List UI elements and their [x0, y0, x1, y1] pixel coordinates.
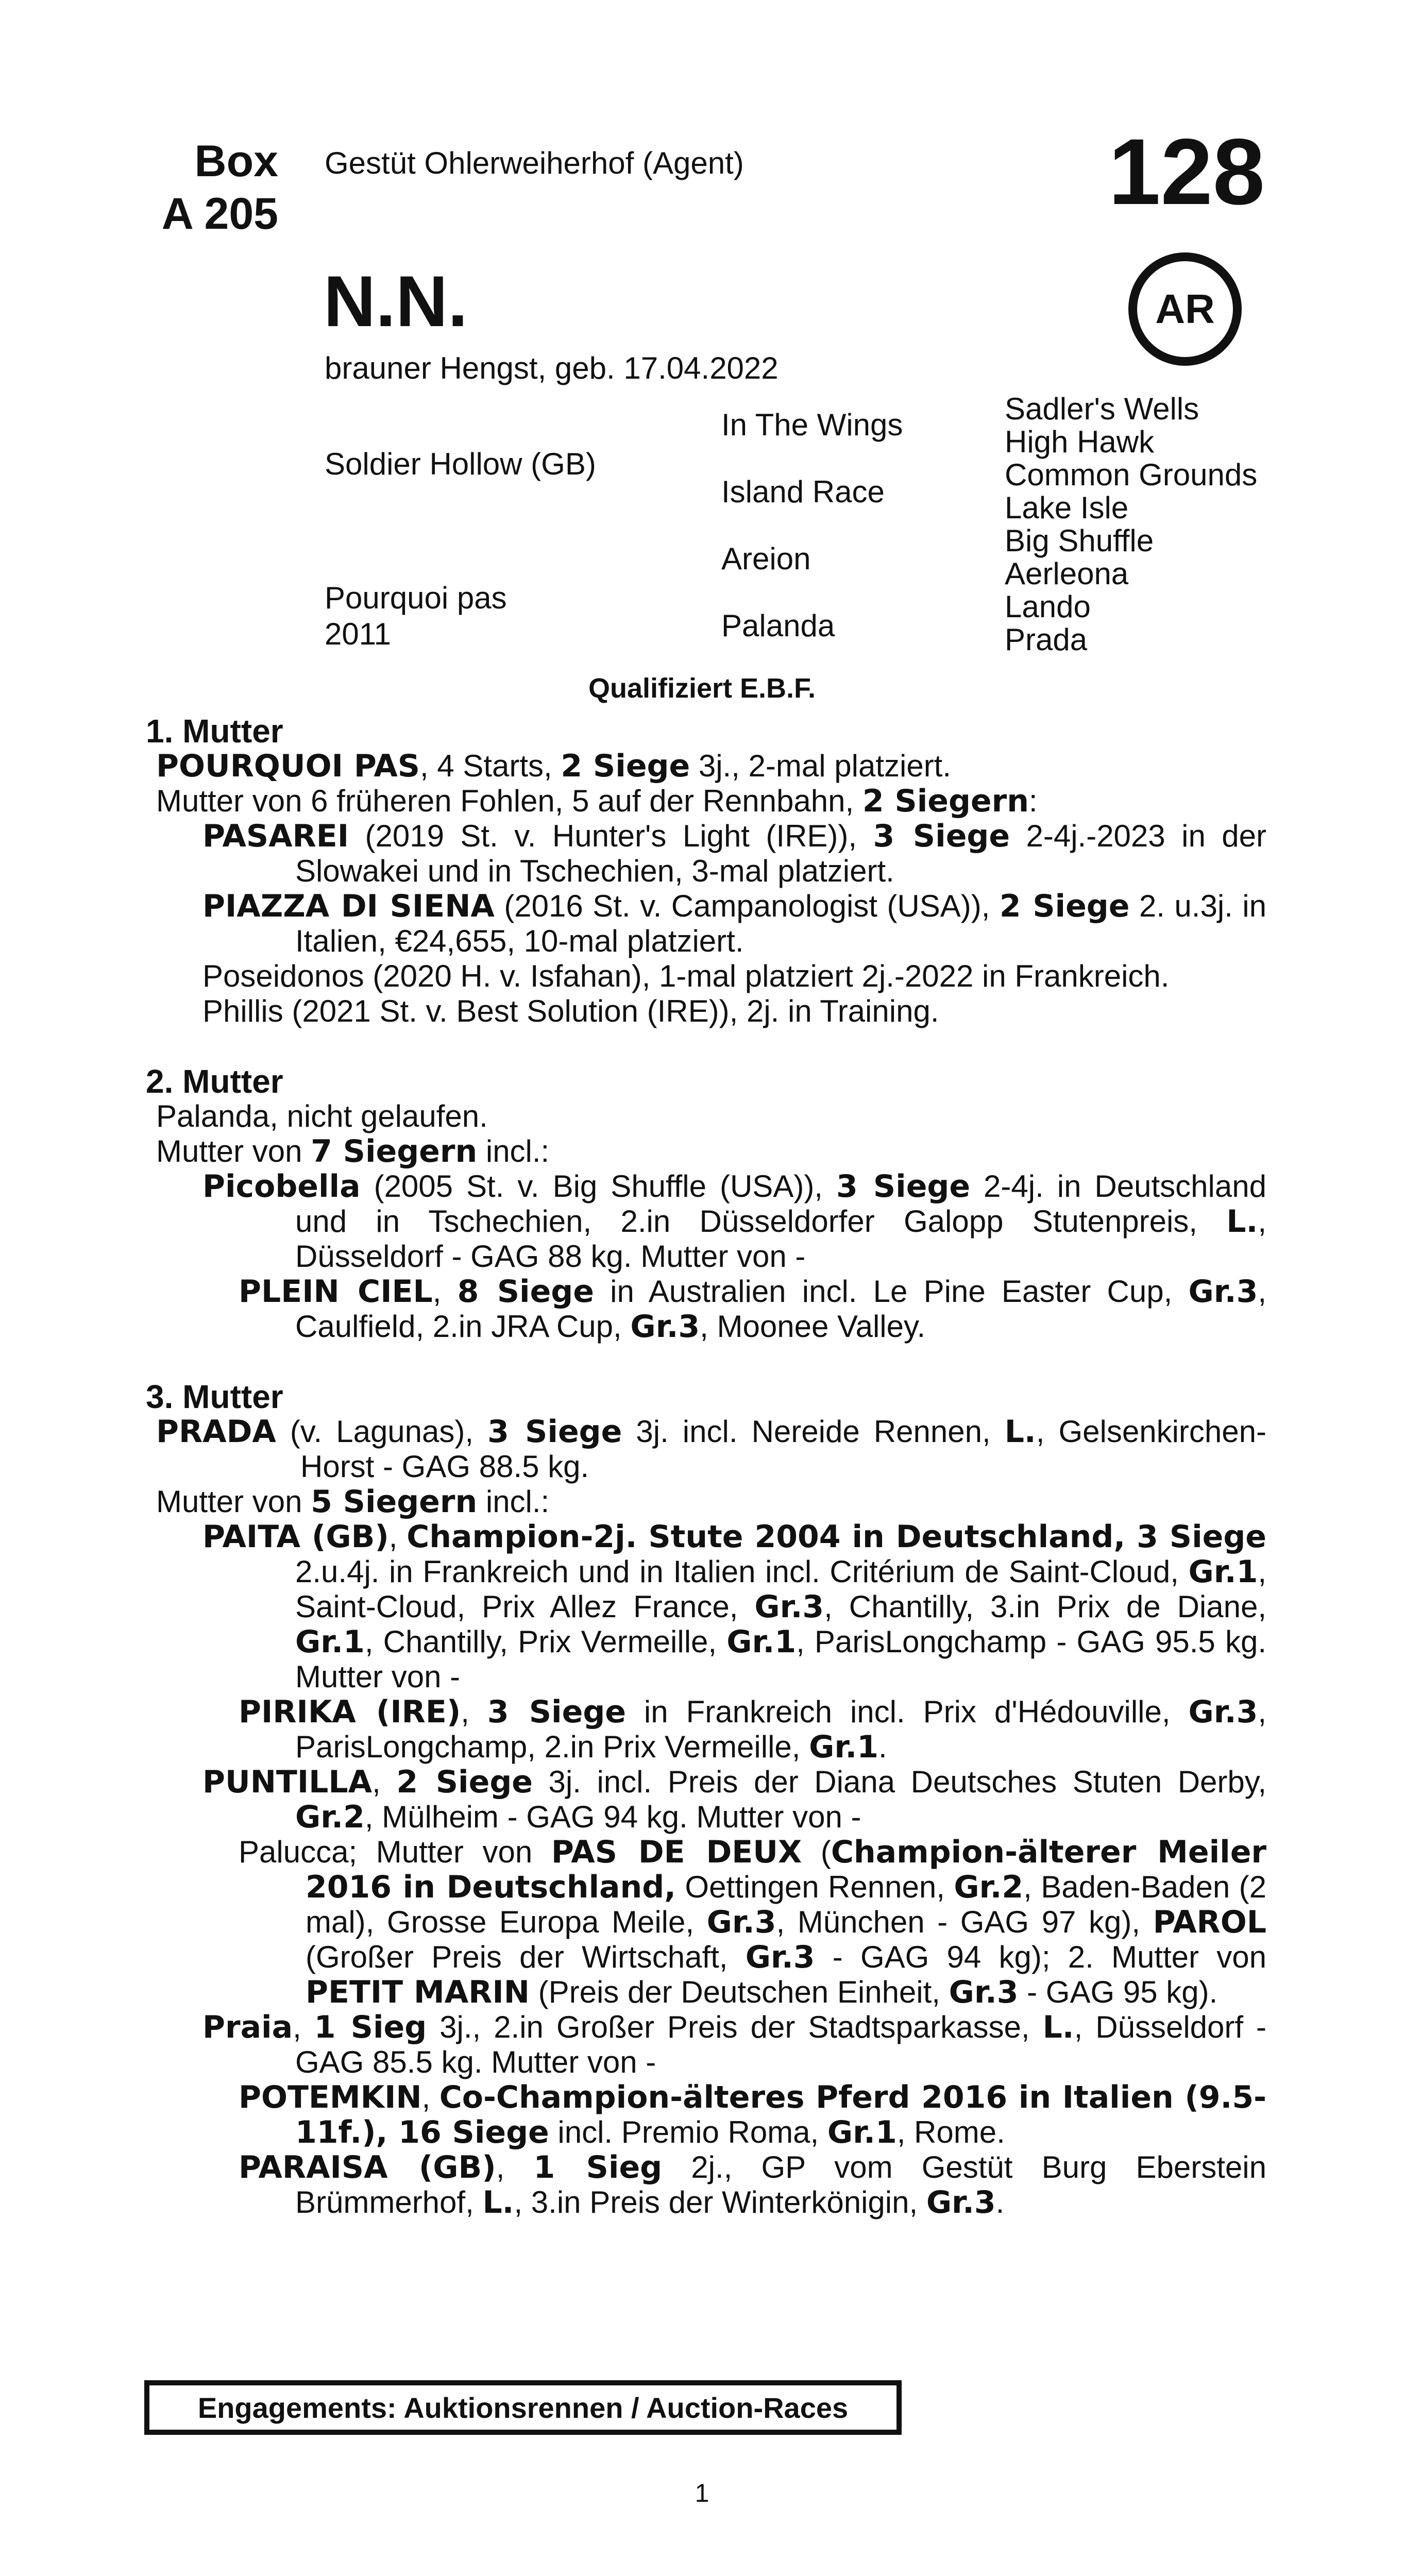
- family-line: Praia, 1 Sieg 3j., 2.in Großer Preis der Stadtsparkasse, L., Düsseldorf - GAG 85.5 kg. Mutter von -: [202, 2009, 1267, 2079]
- pedigree-great-grandparent: Lake Isle: [1005, 490, 1129, 525]
- family-line: POURQUOI PAS, 4 Starts, 2 Siege 3j., 2-mal platziert.: [156, 748, 952, 784]
- pedigree-dam: Pourquoi pas: [325, 581, 507, 615]
- pedigree-sire: Soldier Hollow (GB): [325, 447, 596, 481]
- section-heading-third-dam: 3. Mutter: [146, 1378, 283, 1415]
- pedigree-grandparent: Island Race: [721, 474, 885, 509]
- pedigree-dam-year: 2011: [325, 617, 392, 651]
- family-line: Mutter von 5 Siegern incl.:: [156, 1484, 550, 1520]
- family-line: PIRIKA (IRE), 3 Siege in Frankreich incl. Prix d'Hédouville, Gr.3, ParisLongchamp, 2.in Prix Vermeille, Gr.1.: [239, 1694, 1267, 1765]
- pedigree-great-grandparent: Big Shuffle: [1005, 523, 1154, 558]
- pedigree-great-grandparent: Common Grounds: [1005, 457, 1258, 492]
- pedigree-great-grandparent: Aerleona: [1005, 556, 1129, 591]
- family-line: PRADA (v. Lagunas), 3 Siege 3j. incl. Nereide Rennen, L., Gelsenkirchen-Horst - GAG 88.5 kg.: [156, 1414, 1266, 1484]
- family-line: Palucca; Mutter von PAS DE DEUX (Champion-älterer Meiler 2016 in Deutschland, Oettingen Rennen, Gr.2, Baden-Baden (2 mal), Grosse Europa Meile, Gr.3, München - GAG 97 kg), PAROL (Großer Preis der Wirtschaft, Gr.3 - GAG 94 kg); 2. Mutter von PETIT MARIN (Preis der Deutschen Einheit, Gr.3 - GAG 95 kg).: [239, 1834, 1266, 2010]
- family-line: Poseidonos (2020 H. v. Isfahan), 1-mal platziert 2j.-2022 in Frankreich.: [202, 959, 1170, 993]
- pedigree-great-grandparent: Lando: [1005, 589, 1091, 624]
- family-line: Phillis (2021 St. v. Best Solution (IRE)), 2j. in Training.: [202, 994, 939, 1028]
- pedigree-great-grandparent: Prada: [1005, 622, 1088, 657]
- pedigree-great-grandparent: High Hawk: [1005, 425, 1155, 459]
- section-heading-first-dam: 1. Mutter: [146, 713, 283, 750]
- box-label: [124, 135, 278, 240]
- family-line: PLEIN CIEL, 8 Siege in Australien incl. Le Pine Easter Cup, Gr.3, Caulfield, 2.in JRA Cup, Gr.3, Moonee Valley.: [239, 1274, 1266, 1345]
- family-line: PIAZZA DI SIENA (2016 St. v. Campanologist (USA)), 2 Siege 2. u.3j. in Italien, €24,655, 10-mal platziert.: [202, 888, 1266, 958]
- horse-name: N.N.: [324, 261, 468, 342]
- family-line: PAITA (GB), Champion-2j. Stute 2004 in Deutschland, 3 Siege 2.u.4j. in Frankreich und in Italien incl. Critérium de Saint-Cloud, Gr.1, Saint-Cloud, Prix Allez France, Gr.3, Chantilly, 3.in Prix de Diane, Gr.1, Chantilly, Prix Vermeille, Gr.1, ParisLongchamp - GAG 95.5 kg. Mutter von -: [202, 1519, 1266, 1694]
- family-line: PARAISA (GB), 1 Sieg 2j., GP vom Gestüt Burg Eberstein Brümmerhof, L., 3.in Preis der Winterkönigin, Gr.3.: [239, 2149, 1266, 2221]
- pedigree-grandparent: Palanda: [721, 608, 835, 643]
- family-line: PUNTILLA, 2 Siege 3j. incl. Preis der Diana Deutsches Stuten Derby, Gr.2, Mülheim - GAG 94 kg. Mutter von -: [202, 1764, 1266, 1835]
- family-line: PASAREI (2019 St. v. Hunter's Light (IRE)), 3 Siege 2-4j.-2023 in der Slowakei und in Tschechien, 3-mal platziert.: [202, 818, 1266, 888]
- pedigree-grandparent: In The Wings: [721, 408, 903, 442]
- engagements-box: Engagements: Auktionsrennen / Auction-Races: [144, 2380, 902, 2435]
- family-line: POTEMKIN, Co-Champion-älteres Pferd 2016 in Italien (9.5-11f.), 16 Siege incl. Premio Roma, Gr.1, Rome.: [239, 2079, 1266, 2150]
- lot-number: 128: [1108, 119, 1265, 224]
- family-content: [146, 714, 1266, 2220]
- agent: Gestüt Ohlerweiherhof (Agent): [325, 146, 744, 180]
- page-number: 1: [695, 2479, 709, 2507]
- ar-badge: AR: [1128, 252, 1242, 366]
- family-line: Mutter von 6 früheren Fohlen, 5 auf der Rennbahn, 2 Siegern:: [156, 783, 1038, 819]
- family-line: Palanda, nicht gelaufen.: [156, 1099, 488, 1133]
- qualification: Qualifiziert E.B.F.: [588, 673, 816, 704]
- box-line-1: Box: [194, 137, 278, 186]
- section-heading-second-dam: 2. Mutter: [146, 1063, 283, 1100]
- pedigree-great-grandparent: Sadler's Wells: [1005, 392, 1199, 426]
- family-line: Picobella (2005 St. v. Big Shuffle (USA)), 3 Siege 2-4j. in Deutschland und in Tschechien, 2.in Düsseldorfer Galopp Stutenpreis, L., Düsseldorf - GAG 88 kg. Mutter von -: [202, 1168, 1266, 1274]
- pedigree-grandparent: Areion: [721, 541, 811, 576]
- box-line-2: A 205: [161, 189, 278, 239]
- family-line: Mutter von 7 Siegern incl.:: [156, 1133, 550, 1170]
- horse-description: brauner Hengst, geb. 17.04.2022: [325, 351, 779, 385]
